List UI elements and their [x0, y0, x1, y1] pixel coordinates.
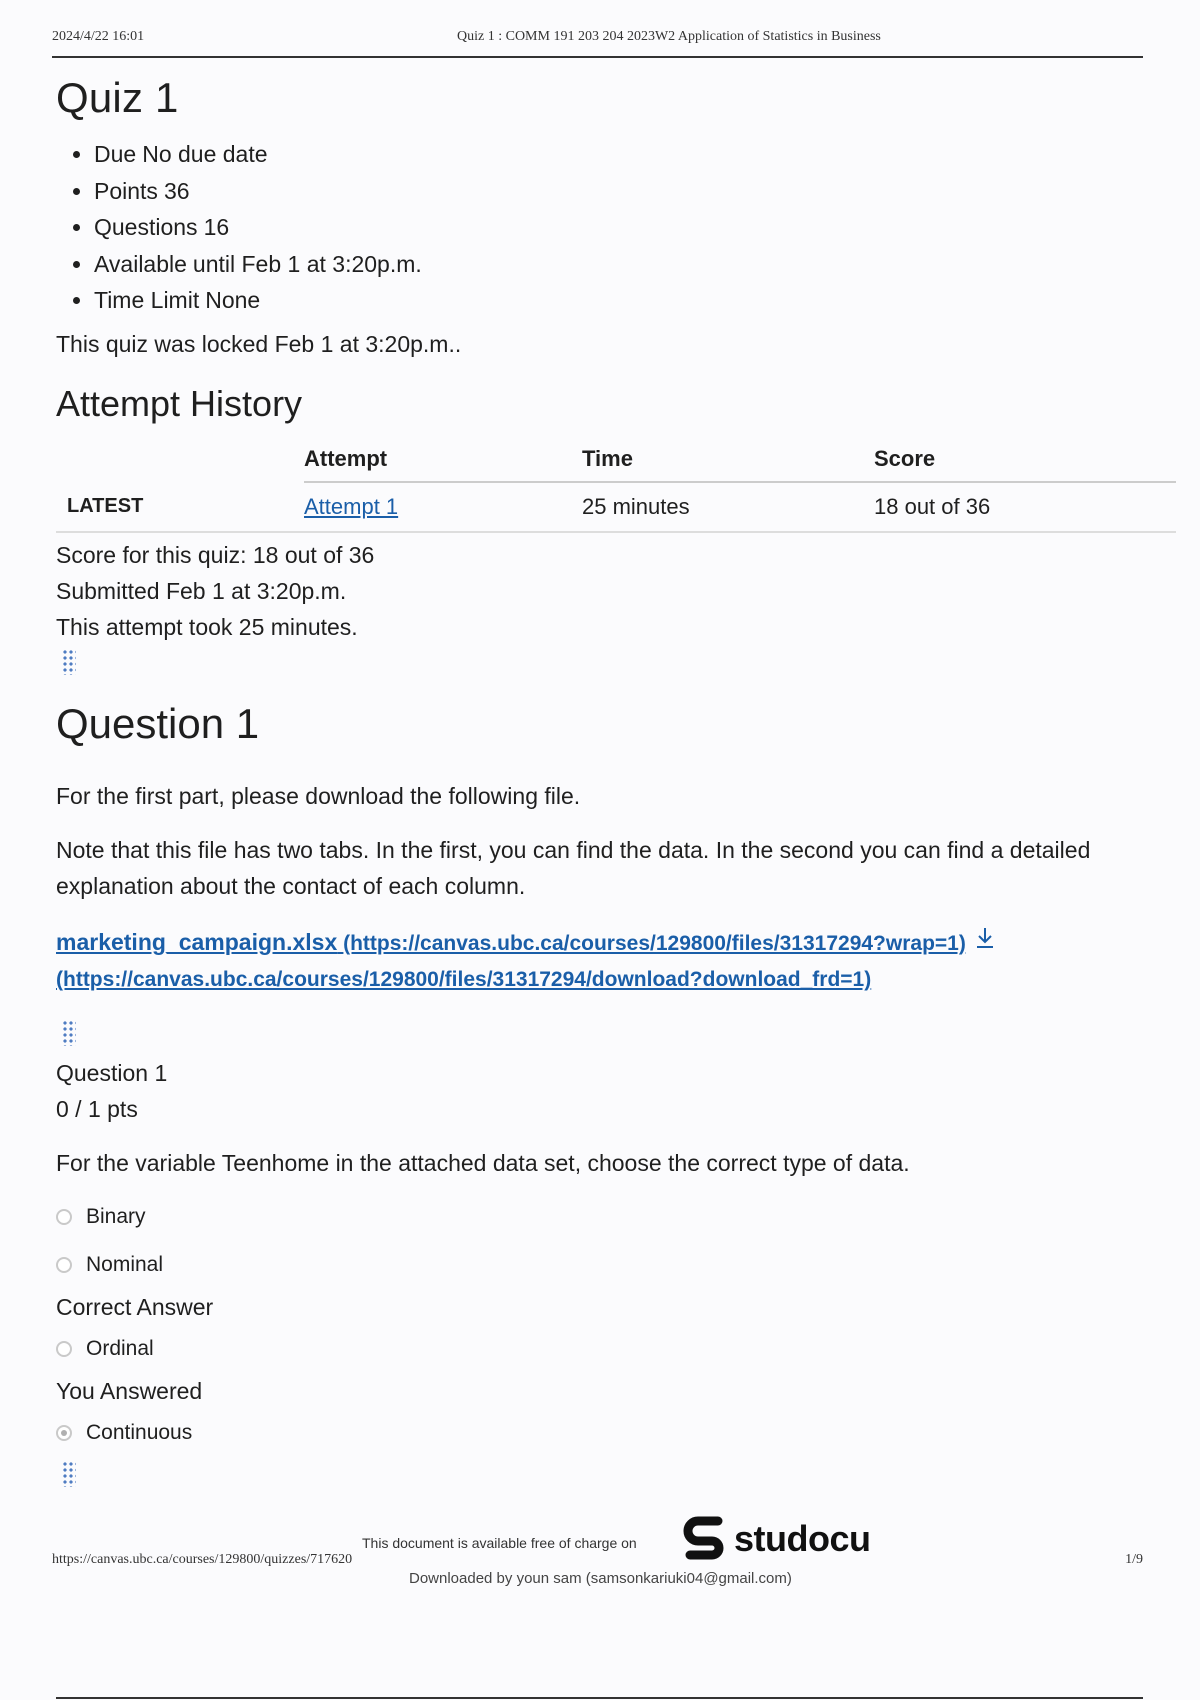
file-name: marketing_campaign.xlsx	[56, 928, 338, 955]
detail-value: 16	[203, 214, 230, 240]
quiz-score: Score for this quiz: 18 out of 36	[56, 541, 375, 568]
drag-handle-icon[interactable]	[62, 649, 76, 675]
you-answered-label: You Answered	[56, 1377, 203, 1404]
studocu-brand: studocu	[734, 1518, 871, 1559]
detail-label: Time Limit	[94, 287, 200, 313]
radio-button[interactable]	[56, 1341, 72, 1357]
table-header-row	[56, 445, 1176, 482]
download-link[interactable]: (https://canvas.ubc.ca/courses/129800/files/31317294/download?download_frd=1)	[56, 967, 872, 991]
detail-questions	[94, 209, 1176, 246]
question-section-title: Question 1	[56, 699, 260, 747]
answer-label: Nominal	[86, 1252, 164, 1276]
radio-button[interactable]	[56, 1209, 72, 1225]
free-notice: This document is available free of charge on	[362, 1535, 637, 1551]
attempt-history-table	[56, 445, 1176, 533]
drag-handle-icon[interactable]	[62, 1020, 76, 1046]
detail-label: Points	[94, 177, 158, 204]
answer-label: Binary	[86, 1204, 146, 1228]
detail-time-limit	[94, 282, 1176, 319]
detail-label: Available	[94, 250, 187, 277]
latest-tag: LATEST	[56, 482, 304, 532]
attempt-summary	[56, 537, 1176, 645]
time-cell: 25 minutes	[582, 482, 874, 532]
quiz-details	[56, 136, 1176, 319]
answer-option-nominal[interactable]	[56, 1241, 1176, 1289]
radio-button-selected[interactable]	[56, 1425, 72, 1441]
print-header	[52, 26, 1143, 58]
question-label: Question 1	[56, 1059, 168, 1086]
detail-available	[94, 246, 1176, 283]
page-number: 1/9	[1125, 1552, 1143, 1567]
answer-label: Ordinal	[86, 1336, 154, 1360]
detail-value: No due date	[142, 141, 268, 167]
studocu-logo-icon	[682, 1515, 728, 1563]
attempt-duration: This attempt took 25 minutes.	[56, 613, 358, 640]
drag-handle-icon[interactable]	[62, 1461, 76, 1487]
downloaded-by: Downloaded by youn sam (samsonkariuki04@gmail.com)	[409, 1570, 792, 1587]
attempt-history-heading: Attempt History	[56, 382, 303, 424]
quiz-title: Quiz 1	[56, 74, 179, 121]
print-title: Quiz 1 : COMM 191 203 204 2023W2 Application of Statistics in Business	[457, 29, 881, 44]
detail-value: 36	[163, 177, 190, 204]
answer-option-binary[interactable]	[56, 1193, 1176, 1241]
file-link-block	[56, 924, 1176, 998]
bottom-divider	[56, 1697, 1143, 1699]
detail-due	[94, 136, 1176, 173]
table-header-score: Score	[874, 445, 1176, 482]
attempt-link[interactable]: Attempt 1	[304, 493, 399, 519]
studocu-logo	[682, 1515, 871, 1563]
attempt-cell	[304, 482, 582, 532]
score-cell: 18 out of 36	[874, 482, 1176, 532]
question-text: For the variable Teenhome in the attached data set, choose the correct type of data.	[56, 1149, 910, 1176]
locked-notice: This quiz was locked Feb 1 at 3:20p.m..	[56, 330, 462, 357]
print-date: 2024/4/22 16:01	[52, 29, 145, 44]
quiz-content	[56, 70, 1176, 1492]
answer-option-ordinal[interactable]	[56, 1325, 1176, 1373]
download-icon[interactable]	[974, 926, 996, 962]
correct-answer-label: Correct Answer	[56, 1293, 214, 1320]
table-header-blank	[56, 445, 304, 482]
table-header-attempt: Attempt	[304, 445, 582, 482]
question-meta	[56, 1055, 1176, 1127]
file-link[interactable]	[56, 928, 966, 955]
radio-button[interactable]	[56, 1257, 72, 1273]
file-url: (https://canvas.ubc.ca/courses/129800/files/31317294?wrap=1)	[343, 931, 966, 955]
question-intro: For the first part, please download the following file.	[56, 782, 581, 809]
page-footer	[52, 1510, 1143, 1590]
table-row	[56, 482, 1176, 532]
question-note: Note that this file has two tabs. In the first, you can find the data. In the second you can find a detailed explanation about the contact of each column.	[56, 836, 1091, 899]
detail-label: Due	[94, 141, 137, 167]
footer-url: https://canvas.ubc.ca/courses/129800/quizzes/717620	[52, 1552, 353, 1567]
detail-value: None	[205, 287, 261, 313]
submitted-time: Submitted Feb 1 at 3:20p.m.	[56, 577, 347, 604]
answer-label: Continuous	[86, 1420, 193, 1444]
answer-option-continuous[interactable]	[56, 1409, 1176, 1457]
detail-label: Questions	[94, 214, 198, 240]
detail-value: until Feb 1 at 3:20p.m.	[192, 250, 422, 277]
question-points: 0 / 1 pts	[56, 1095, 138, 1122]
table-header-time: Time	[582, 445, 874, 482]
detail-points	[94, 173, 1176, 210]
